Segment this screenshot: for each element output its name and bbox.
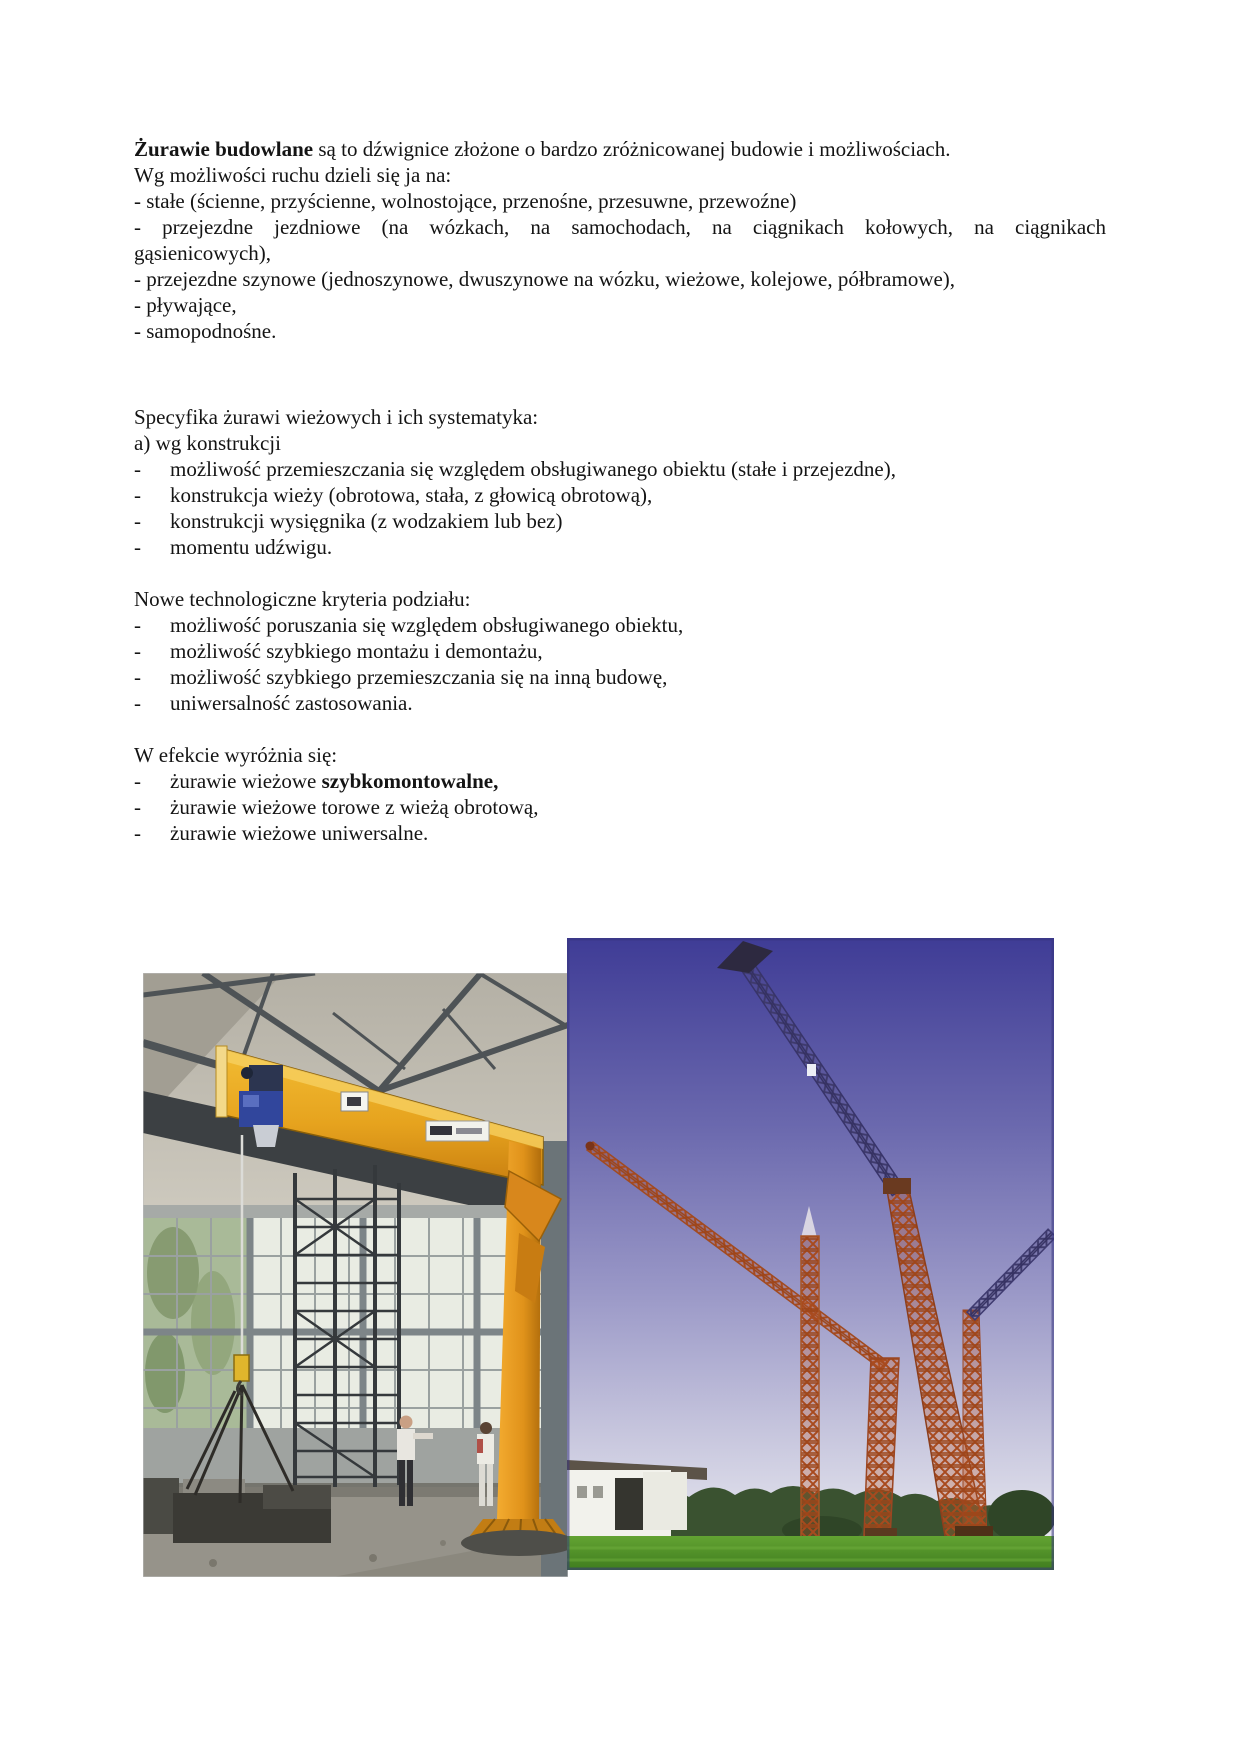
bullet-item: - konstrukcji wysięgnika (z wodzakiem lub bez) bbox=[134, 509, 563, 533]
list-item: - pływające, bbox=[134, 293, 237, 317]
section-heading: Specyfika żurawi wieżowych i ich systematyka: bbox=[134, 405, 539, 429]
list-item-continuation: gąsienicowych), bbox=[134, 241, 272, 265]
bullet-item: - żurawie wieżowe uniwersalne. bbox=[134, 821, 429, 845]
bullet-dash: - bbox=[134, 509, 141, 533]
grass bbox=[567, 1536, 1054, 1570]
intro-lead-bold: Żurawie budowlane bbox=[134, 137, 314, 161]
bullet-item: - możliwość poruszania się względem obsługiwanego obiektu, bbox=[134, 613, 684, 637]
bullet-dash: - bbox=[134, 665, 141, 689]
bullet-item: - konstrukcja wieży (obrotowa, stała, z głowicą obrotową), bbox=[134, 483, 653, 507]
section-heading: Nowe technologiczne kryteria podziału: bbox=[134, 587, 471, 611]
bullet-item: - możliwość szybkiego przemieszczania się na inną budowę, bbox=[134, 665, 668, 689]
section-heading: W efekcie wyróżnia się: bbox=[134, 743, 338, 767]
text-line: Wg możliwości ruchu dzieli się ja na: bbox=[134, 163, 452, 187]
spacer bbox=[134, 716, 1106, 742]
list-item: - samopodnośne. bbox=[134, 319, 277, 343]
bullet-dash: - bbox=[134, 795, 141, 819]
spacer bbox=[134, 560, 1106, 586]
bullet-item: - uniwersalność zastosowania. bbox=[134, 691, 413, 715]
bullet-dash: - bbox=[134, 639, 141, 663]
bullet-dash: - bbox=[134, 691, 141, 715]
list-item: - przejezdne jezdniowe (na wózkach, na samochodach, na ciągnikach kołowych, na ciągnikach bbox=[134, 215, 1106, 239]
bullet-dash: - bbox=[134, 535, 141, 559]
list-item: - stałe (ścienne, przyścienne, wolnostojące, przenośne, przesuwne, przewoźne) bbox=[134, 189, 797, 213]
mast-middle bbox=[801, 1206, 819, 1560]
bullet-item: - możliwość szybkiego montażu i demontażu, bbox=[134, 639, 543, 663]
intro-line bbox=[134, 136, 1106, 162]
intro-lead-rest: są to dźwignice złożone o bardzo zróżnicowanej budowie i możliwościach. bbox=[313, 137, 951, 161]
body-text bbox=[134, 136, 1106, 846]
tree-cluster bbox=[988, 1490, 1054, 1542]
bullet-item: - żurawie wieżowe torowe z wieżą obrotową, bbox=[134, 795, 539, 819]
section-subheading: a) wg konstrukcji bbox=[134, 431, 281, 455]
spacer bbox=[134, 344, 1106, 404]
bullet-dash: - bbox=[134, 483, 141, 507]
white-building bbox=[567, 1460, 707, 1536]
bullet-dash: - bbox=[134, 613, 141, 637]
list-item: - przejezdne szynowe (jednoszynowe, dwuszynowe na wózku, wieżowe, kolejowe, półbramowe), bbox=[134, 267, 956, 291]
tower-cranes-illustration bbox=[567, 938, 1054, 1570]
bullet-dash: - bbox=[134, 457, 141, 481]
bullet-item: - żurawie wieżowe szybkomontowalne, bbox=[134, 769, 499, 793]
jib-crane-illustration bbox=[143, 973, 568, 1577]
bullet-item: - możliwość przemieszczania się względem obsługiwanego obiektu (stałe i przejezdne), bbox=[134, 457, 896, 481]
jib-crane-photo bbox=[143, 973, 568, 1577]
bullet-dash: - bbox=[134, 821, 141, 845]
tower-cranes-photo bbox=[567, 938, 1054, 1570]
bullet-dash: - bbox=[134, 769, 141, 793]
bullet-item: - momentu udźwigu. bbox=[134, 535, 333, 559]
